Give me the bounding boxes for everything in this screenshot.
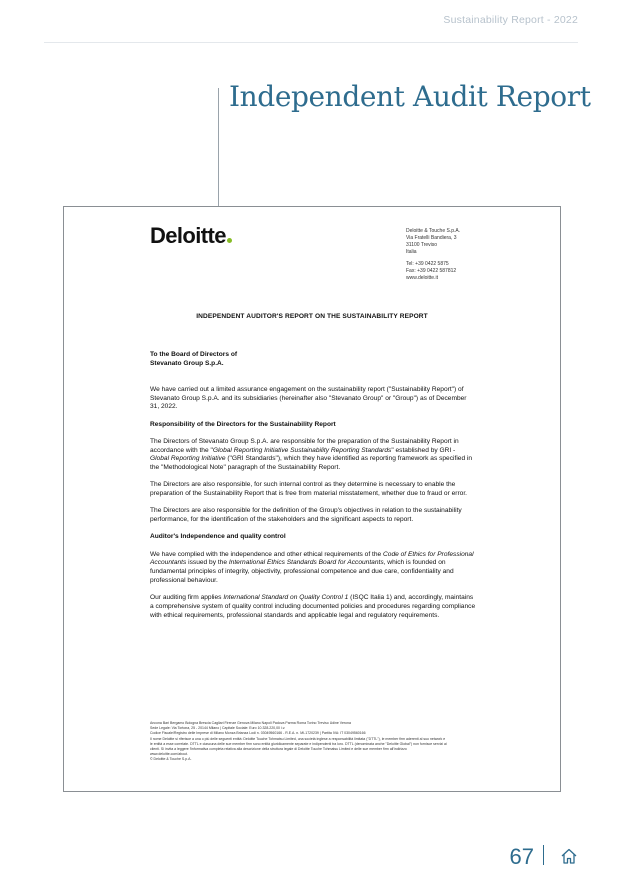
- addressee-line: To the Board of Directors of: [150, 351, 238, 358]
- contact-line: Tel: +39 0422 5875: [406, 261, 449, 267]
- text: (ISQC Italia 1) and, accordingly, maintains a comprehensive system of quality control including documented policies and procedures regarding compliance with ethical requirements, professional standards and applicable legal and regulatory requirements.: [150, 594, 476, 619]
- office-address: [406, 228, 460, 282]
- footer-line: clienti. Si invita a leggere l'informativa completa relativa alla descrizione della struttura legale di Deloitte Touche Tohmatsu Limited e delle sue member firm all'indirizzo: [150, 747, 407, 752]
- footer-line: Sede Legale: Via Tortona, 25 - 20144 Milano | Capitale Sociale: Euro 10.328.220,00 i.v.: [150, 726, 286, 731]
- paragraph: [150, 551, 476, 586]
- address-line: Deloitte & Touche S.p.A.: [406, 228, 461, 234]
- paragraph: The Directors are also responsible for the definition of the Group's objectives in relation to the sustainability performance, for the identification of the stakeholders and the significant aspects to report.: [150, 507, 462, 524]
- report-header: Sustainability Report - 2022: [443, 14, 578, 26]
- report-heading: INDEPENDENT AUDITOR'S REPORT ON THE SUSTAINABILITY REPORT: [196, 313, 428, 320]
- italic-text: International Standard on Quality Control 1: [223, 594, 349, 602]
- address-line: Via Fratelli Bandiera, 3: [406, 235, 457, 241]
- paragraph: [150, 438, 476, 473]
- text: , which is founded on fundamental principles of integrity, objectivity, professional competence and due care, confidentiality and professional behaviour.: [150, 559, 454, 584]
- text: " established by GRI -: [391, 446, 456, 454]
- paragraph: [150, 594, 476, 620]
- section-heading: Auditor's Independence and quality control: [150, 533, 286, 541]
- address-line: 31100 Treviso: [406, 242, 438, 248]
- italic-text: Global Reporting Initiative Sustainability Reporting Standards: [212, 446, 392, 454]
- text: Our auditing firm applies: [150, 594, 224, 602]
- title-divider: [218, 88, 219, 206]
- footer-line: Ancona Bari Bergamo Bologna Brescia Cagliari Firenze Genova Milano Napoli Padova Parma Roma Torino Treviso Udine Verona: [150, 721, 351, 725]
- paragraph: The Directors are also responsible, for such internal control as they determine is necessary to enable the preparation of the Sustainability Report that is free from material misstatement, whether due to fraud or error.: [150, 481, 468, 498]
- contact-line: Fax: +39 0422 587812: [406, 268, 457, 274]
- addressee-line: Stevanato Group S.p.A.: [150, 360, 224, 367]
- header-divider: [44, 42, 578, 43]
- logo-dot: [227, 238, 232, 243]
- page-number: 67: [509, 844, 534, 869]
- audit-letter: [63, 206, 561, 792]
- logo-text: Deloitte: [150, 223, 226, 248]
- italic-text: Code of Ethics for Professional Accountants: [150, 550, 474, 567]
- page-number-divider: [543, 845, 544, 865]
- letter-body: [150, 386, 476, 629]
- paragraph: We have carried out a limited assurance engagement on the sustainability report ("Sustainability Report") of Stevanato Group S.p.A. and its subsidiaries (hereinafter also "Stevanato Group" or "Group") as of December 31, 2022.: [150, 386, 467, 411]
- letter-footer: [150, 721, 470, 763]
- addressee: [150, 350, 237, 368]
- footer-line: le entità a esse correlate. DTTL e ciascuna delle sue member firm sono entità giuridicamente separate e indipendenti tra loro. DTTL (denominata anche "Deloitte Global") non fornisce servizi ai: [150, 741, 447, 746]
- contact-line: www.deloitte.it: [406, 275, 438, 281]
- section-heading: Responsibility of the Directors for the Sustainability Report: [150, 420, 336, 428]
- footer-line: Il nome Deloitte si riferisce a una o più delle seguenti entità: Deloitte Touche Tohmatsu Limited, una società inglese a responsabilità limitata ("DTTL"), le member firm aderenti al suo network e: [150, 736, 446, 741]
- text: ("GRI Standards"), which they have identified as reporting framework as specified in the "Methodological Note" paragraph of the Sustainability Report.: [150, 455, 473, 472]
- footer-line: © Deloitte & Touche S.p.A.: [150, 757, 192, 762]
- deloitte-logo: [150, 223, 232, 249]
- page-title: Independent Audit Report: [229, 80, 591, 113]
- footer-line: www.deloitte.com/about.: [150, 752, 188, 757]
- footer-line: Codice Fiscale/Registro delle Imprese di Milano Monza Brianza Lodi n. 03049560166 - R.E.A. n. MI-1720239 | Partita IVA: IT 03049560166: [150, 731, 366, 736]
- italic-text: Global Reporting Initiative: [150, 455, 226, 463]
- home-icon[interactable]: [560, 847, 578, 865]
- italic-text: International Ethics Standards Board for Accountants: [228, 559, 384, 567]
- text: issued by the: [186, 559, 229, 567]
- text: The Directors of Stevanato Group S.p.A. are responsible for the preparation of the Sustainability Report in accordance with the ": [150, 438, 459, 454]
- address-line: Italia: [406, 249, 417, 255]
- text: We have complied with the independence and other ethical requirements of the: [150, 550, 384, 558]
